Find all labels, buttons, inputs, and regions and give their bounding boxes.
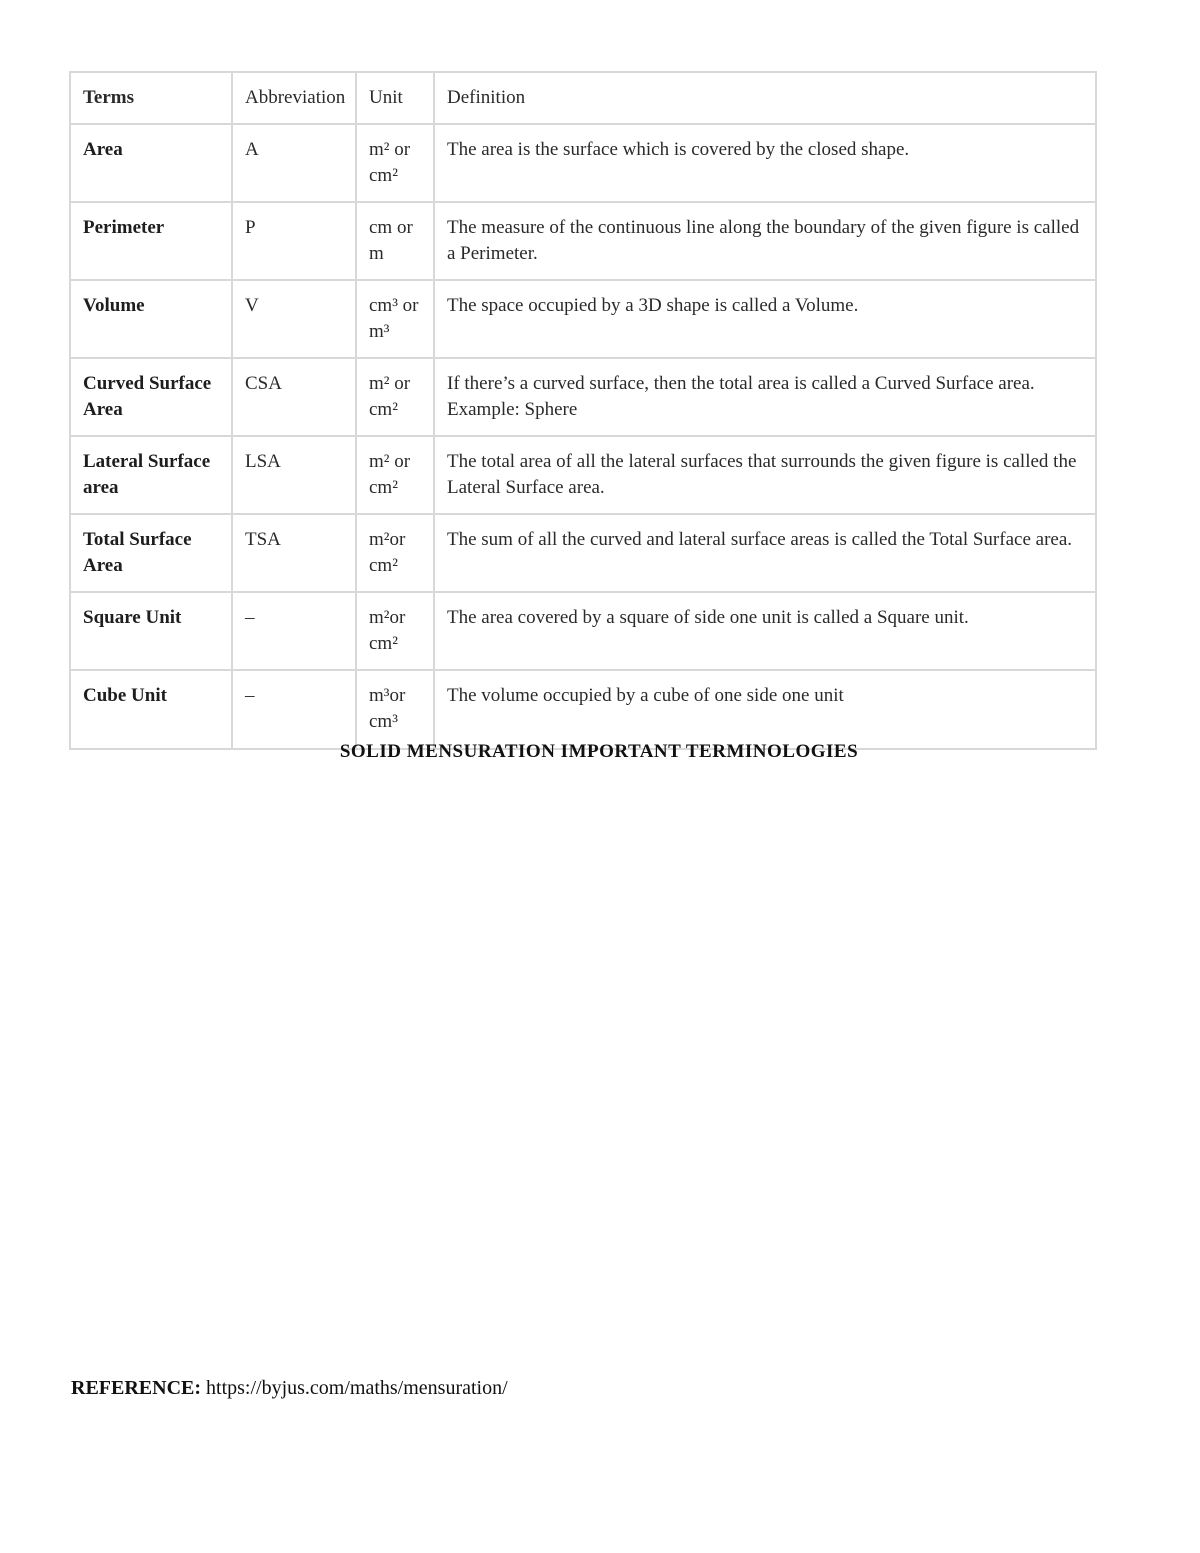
abbreviation-cell: V	[233, 281, 357, 359]
abbreviation-cell: –	[233, 593, 357, 671]
table-row	[71, 593, 1095, 671]
definition-cell: The total area of all the lateral surfaces that surrounds the given figure is called the Lateral Surface area.	[435, 437, 1095, 515]
unit-cell: m² or cm²	[357, 125, 435, 203]
definition-cell: If there’s a curved surface, then the total area is called a Curved Surface area. Example: Sphere	[435, 359, 1095, 437]
table-header-row	[71, 73, 1095, 125]
abbreviation-cell: A	[233, 125, 357, 203]
table-row	[71, 359, 1095, 437]
unit-cell: m²or cm²	[357, 593, 435, 671]
table-row	[71, 203, 1095, 281]
header-definition: Definition	[435, 73, 1095, 125]
term-cell: Square Unit	[71, 593, 233, 671]
unit-cell: m²or cm²	[357, 515, 435, 593]
table-row	[71, 437, 1095, 515]
abbreviation-cell: TSA	[233, 515, 357, 593]
header-terms: Terms	[71, 73, 233, 125]
definition-cell: The volume occupied by a cube of one side one unit	[447, 685, 844, 706]
unit-cell: m² or cm²	[357, 437, 435, 515]
definition-cell: The space occupied by a 3D shape is called a Volume.	[435, 281, 1095, 359]
table-row	[71, 125, 1095, 203]
header-unit: Unit	[357, 73, 435, 125]
definition-cell: The sum of all the curved and lateral surface areas is called the Total Surface area.	[435, 515, 1095, 593]
abbreviation-cell: –	[233, 671, 357, 748]
table-caption: SOLID MENSURATION IMPORTANT TERMINOLOGIES	[339, 741, 859, 762]
table-row	[71, 671, 1095, 748]
term-cell: Perimeter	[71, 203, 233, 281]
unit-cell: cm or m	[357, 203, 435, 281]
term-cell: Total Surface Area	[71, 515, 233, 593]
unit-cell: m² or cm²	[357, 359, 435, 437]
term-cell: Curved Surface Area	[71, 359, 233, 437]
term-cell: Cube Unit	[71, 671, 233, 748]
unit-cell: m³or cm³	[357, 671, 435, 748]
term-cell: Lateral Surface area	[71, 437, 233, 515]
abbreviation-cell: LSA	[233, 437, 357, 515]
reference-label: REFERENCE:	[71, 1377, 202, 1399]
definition-cell: The area covered by a square of side one unit is called a Square unit.	[435, 593, 1095, 671]
table-row	[71, 281, 1095, 359]
definition-cell: The measure of the continuous line along the boundary of the given figure is called a Perimeter.	[435, 203, 1095, 281]
reference-line	[71, 1377, 508, 1400]
abbreviation-cell: P	[233, 203, 357, 281]
definition-cell: The area is the surface which is covered by the closed shape.	[435, 125, 1095, 203]
term-cell: Area	[71, 125, 233, 203]
table-row	[71, 515, 1095, 593]
terminology-table	[69, 71, 1097, 750]
reference-link[interactable]: https://byjus.com/maths/mensuration/	[206, 1377, 508, 1399]
unit-cell: cm³ or m³	[357, 281, 435, 359]
term-cell: Volume	[71, 281, 233, 359]
abbreviation-cell: CSA	[233, 359, 357, 437]
header-abbreviation: Abbreviation	[233, 73, 357, 125]
